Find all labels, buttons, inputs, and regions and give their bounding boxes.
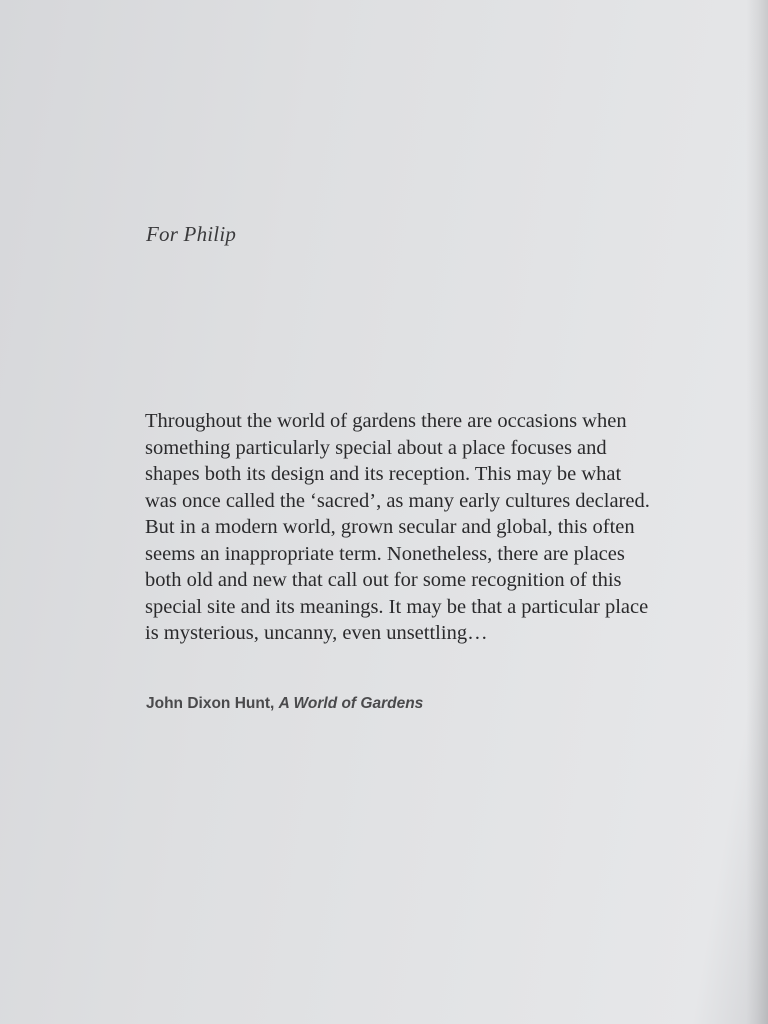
quote-line: both old and new that call out for some recognition of this — [145, 569, 622, 591]
attribution-author: John Dixon Hunt, — [146, 695, 275, 712]
quote-attribution — [146, 695, 423, 713]
epigraph-quote — [145, 408, 685, 647]
quote-line: seems an inappropriate term. Nonetheless, there are places — [145, 542, 625, 565]
quote-line: is mysterious, uncanny, even unsettling… — [145, 622, 488, 644]
quote-line: was once called the ‘sacred’, as many early cultures declared. — [145, 489, 650, 512]
page-edge-shadow — [746, 0, 768, 1024]
quote-line: Throughout the world of gardens there are occasions when — [145, 410, 627, 432]
attribution-work-title: A World of Gardens — [278, 695, 424, 712]
quote-line: But in a modern world, grown secular and global, this often — [145, 516, 635, 538]
quote-line: shapes both its design and its reception. This may be what — [145, 463, 622, 485]
quote-line: something particularly special about a place focuses and — [145, 436, 607, 459]
quote-line: special site and its meanings. It may be that a particular place — [145, 595, 649, 618]
dedication: For Philip — [146, 222, 237, 246]
